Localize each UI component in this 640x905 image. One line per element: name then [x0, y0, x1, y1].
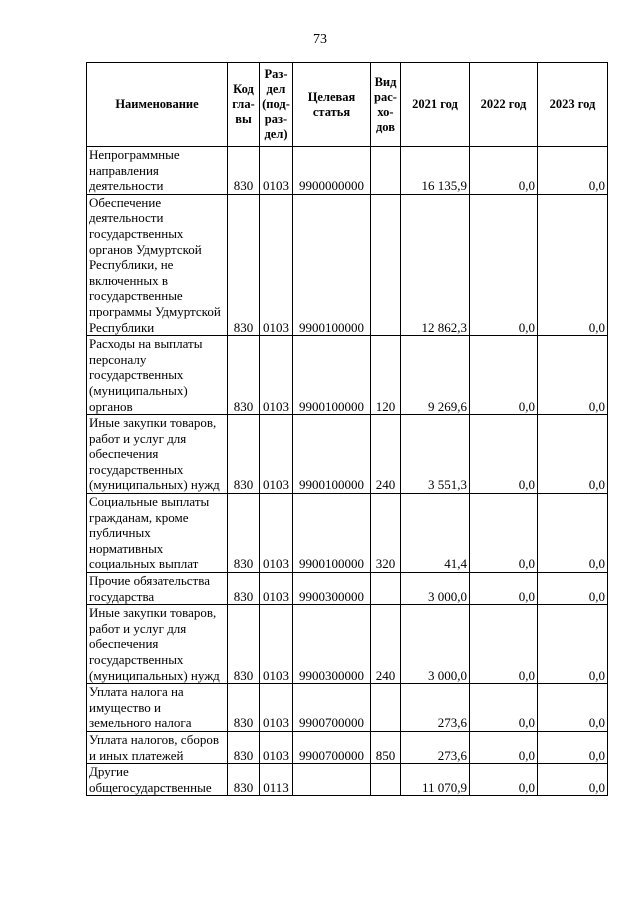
row-vid: 240	[371, 415, 401, 494]
row-vid	[371, 764, 401, 796]
row-2022: 0,0	[470, 764, 538, 796]
row-statya	[293, 764, 371, 796]
row-razdel: 0103	[260, 147, 293, 195]
row-vid	[371, 573, 401, 605]
header-2022: 2022 год	[470, 63, 538, 147]
row-statya: 9900100000	[293, 494, 371, 573]
row-statya: 9900300000	[293, 573, 371, 605]
row-2021: 3 000,0	[401, 573, 470, 605]
row-razdel: 0103	[260, 494, 293, 573]
table-header-row	[87, 63, 608, 147]
page-number: 73	[313, 32, 327, 47]
row-2021: 12 862,3	[401, 194, 470, 335]
row-razdel: 0103	[260, 731, 293, 763]
row-2023: 0,0	[538, 194, 608, 335]
row-name: Прочие обязательства государства	[87, 573, 228, 605]
row-2022: 0,0	[470, 494, 538, 573]
row-name: Расходы на выплаты персоналу государственных (муниципальных) органов	[87, 336, 228, 415]
row-glava: 830	[228, 415, 260, 494]
header-glava: Код гла-вы	[228, 63, 260, 147]
header-statya: Целевая статья	[293, 63, 371, 147]
row-2021: 273,6	[401, 684, 470, 732]
row-name: Уплата налога на имущество и земельного налога	[87, 684, 228, 732]
row-2022: 0,0	[470, 731, 538, 763]
header-2023: 2023 год	[538, 63, 608, 147]
row-2022: 0,0	[470, 573, 538, 605]
row-2023: 0,0	[538, 605, 608, 684]
row-2022: 0,0	[470, 415, 538, 494]
table-body	[87, 147, 608, 796]
row-statya: 9900700000	[293, 731, 371, 763]
row-glava: 830	[228, 194, 260, 335]
row-2021: 11 070,9	[401, 764, 470, 796]
row-glava: 830	[228, 605, 260, 684]
row-2021: 273,6	[401, 731, 470, 763]
row-name: Другие общегосударственные	[87, 764, 228, 796]
row-2021: 41,4	[401, 494, 470, 573]
row-glava: 830	[228, 573, 260, 605]
table-row	[87, 415, 608, 494]
row-name: Иные закупки товаров, работ и услуг для обеспечения государственных (муниципальных) нужд	[87, 415, 228, 494]
table-row	[87, 605, 608, 684]
row-2021: 16 135,9	[401, 147, 470, 195]
row-2023: 0,0	[538, 684, 608, 732]
row-glava: 830	[228, 731, 260, 763]
row-vid	[371, 684, 401, 732]
header-name: Наименование	[87, 63, 228, 147]
row-glava: 830	[228, 147, 260, 195]
table-row	[87, 764, 608, 796]
row-statya: 9900700000	[293, 684, 371, 732]
header-vid: Вид рас-хо-дов	[371, 63, 401, 147]
row-glava: 830	[228, 764, 260, 796]
table-row	[87, 194, 608, 335]
table-row	[87, 731, 608, 763]
row-glava: 830	[228, 684, 260, 732]
row-2023: 0,0	[538, 764, 608, 796]
row-vid: 320	[371, 494, 401, 573]
row-2022: 0,0	[470, 336, 538, 415]
row-name: Непрограммные направления деятельности	[87, 147, 228, 195]
row-razdel: 0103	[260, 336, 293, 415]
row-vid	[371, 194, 401, 335]
row-2023: 0,0	[538, 336, 608, 415]
row-2022: 0,0	[470, 147, 538, 195]
row-2023: 0,0	[538, 147, 608, 195]
row-statya: 9900100000	[293, 336, 371, 415]
row-2023: 0,0	[538, 573, 608, 605]
row-2023: 0,0	[538, 494, 608, 573]
row-2022: 0,0	[470, 605, 538, 684]
row-razdel: 0103	[260, 573, 293, 605]
table-row	[87, 494, 608, 573]
row-name: Социальные выплаты гражданам, кроме публичных нормативных социальных выплат	[87, 494, 228, 573]
table-row	[87, 336, 608, 415]
row-glava: 830	[228, 494, 260, 573]
row-2021: 3 551,3	[401, 415, 470, 494]
row-2023: 0,0	[538, 415, 608, 494]
table-row	[87, 573, 608, 605]
row-razdel: 0103	[260, 605, 293, 684]
row-2023: 0,0	[538, 731, 608, 763]
row-vid: 850	[371, 731, 401, 763]
table-row	[87, 684, 608, 732]
header-2021: 2021 год	[401, 63, 470, 147]
row-2022: 0,0	[470, 194, 538, 335]
row-vid: 240	[371, 605, 401, 684]
row-statya: 9900000000	[293, 147, 371, 195]
row-2022: 0,0	[470, 684, 538, 732]
budget-table	[86, 62, 608, 796]
row-razdel: 0103	[260, 415, 293, 494]
row-vid	[371, 147, 401, 195]
row-razdel: 0103	[260, 684, 293, 732]
row-statya: 9900100000	[293, 415, 371, 494]
row-vid: 120	[371, 336, 401, 415]
row-razdel: 0103	[260, 194, 293, 335]
row-statya: 9900100000	[293, 194, 371, 335]
row-statya: 9900300000	[293, 605, 371, 684]
row-name: Обеспечение деятельности государственных органов Удмуртской Республики, не включенных в государственные программы Удмуртской Республики	[87, 194, 228, 335]
row-2021: 9 269,6	[401, 336, 470, 415]
row-name: Уплата налогов, сборов и иных платежей	[87, 731, 228, 763]
row-name: Иные закупки товаров, работ и услуг для обеспечения государственных (муниципальных) нужд	[87, 605, 228, 684]
row-razdel: 0113	[260, 764, 293, 796]
row-glava: 830	[228, 336, 260, 415]
header-razdel: Раз-дел (под-раз-дел)	[260, 63, 293, 147]
table-row	[87, 147, 608, 195]
row-2021: 3 000,0	[401, 605, 470, 684]
